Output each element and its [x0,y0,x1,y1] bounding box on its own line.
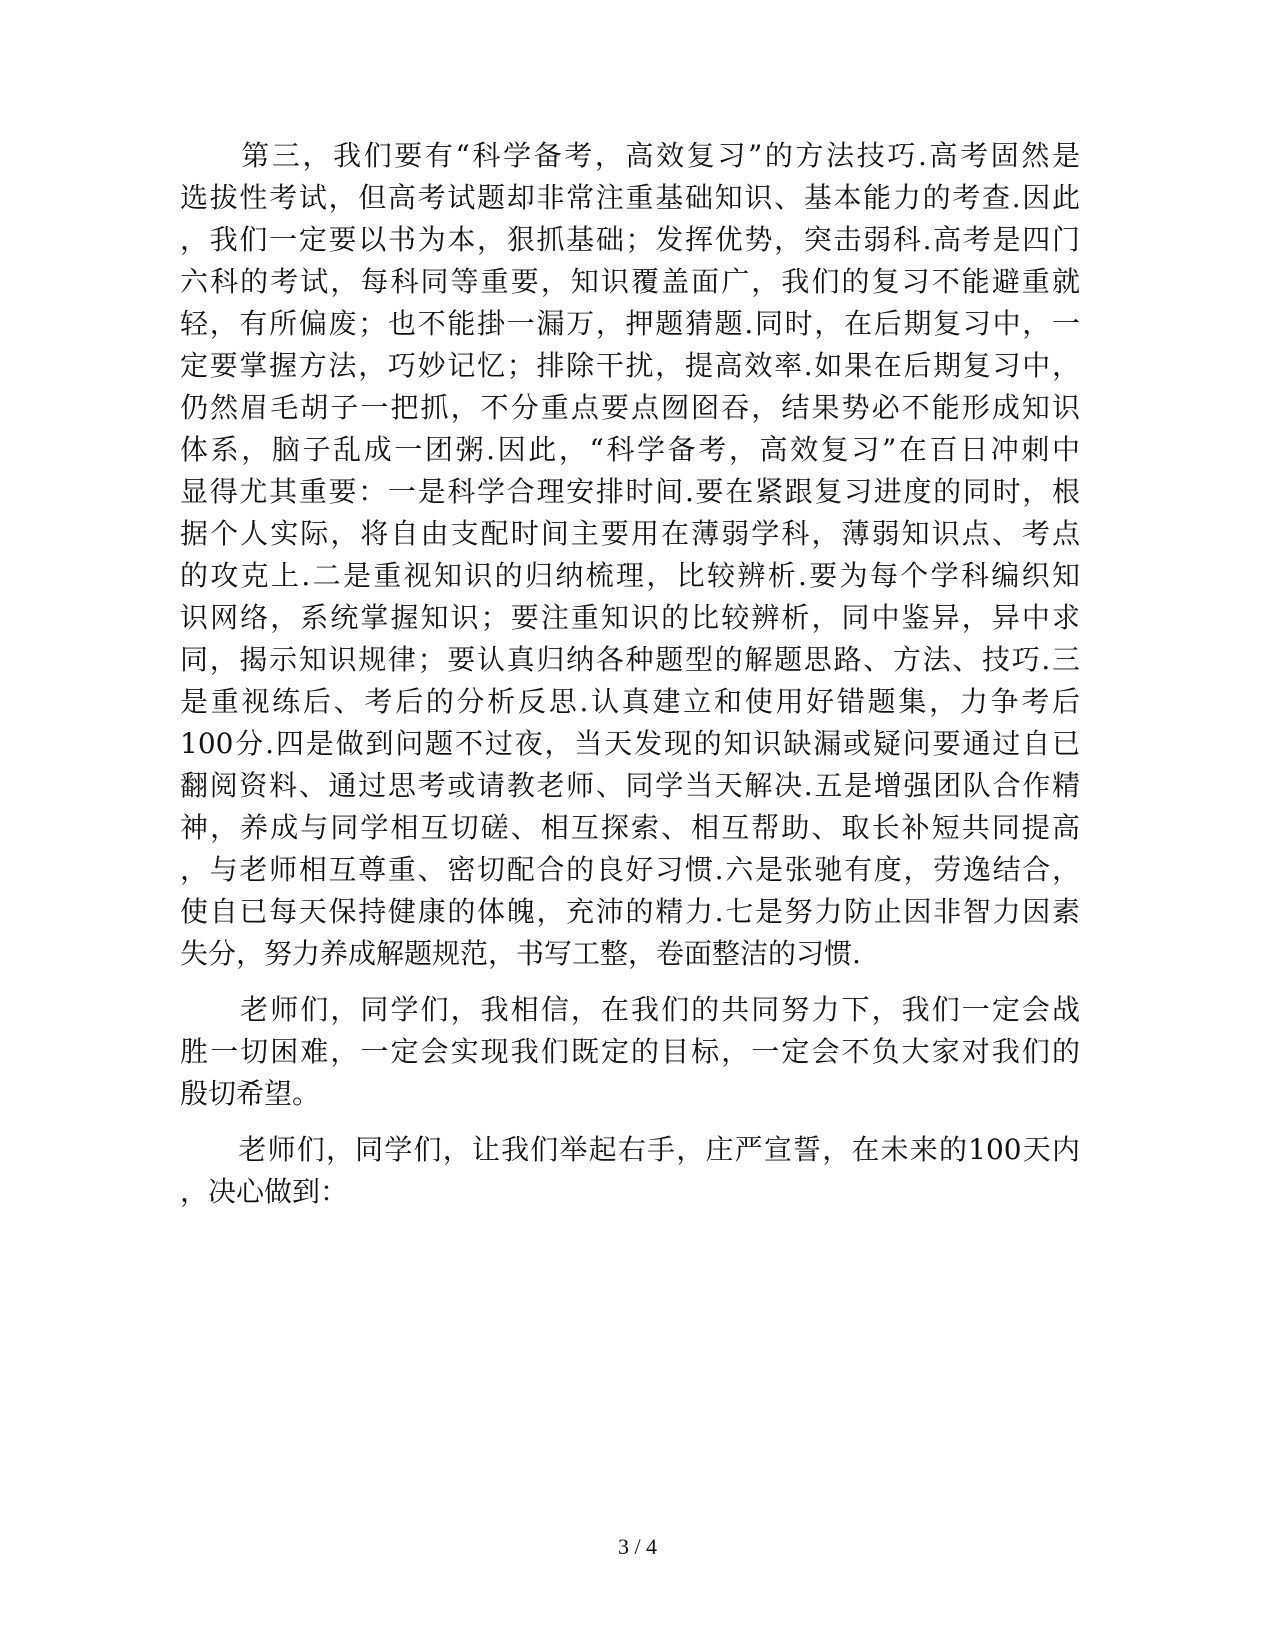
page-number: 3 / 4 [617,1534,658,1559]
text-line: 定要掌握方法，巧妙记忆；排除干扰，提高效率.如果在后期复习中， [180,349,1080,382]
text-line: 轻，有所偏废；也不能掛一漏万，押题猜题.同时，在后期复习中，一 [180,307,1080,340]
text-line: 殷切希望。 [180,1077,321,1110]
text-line: 翻阅资料、通过思考或请教老师、同学当天解决.五是增强团队合作精 [180,769,1080,802]
text-line: ，决心做到： [180,1175,349,1208]
text-line: 失分，努力养成解题规范，书写工整，卷面整洁的习惯. [180,937,861,970]
text-line: 选拔性考试，但高考试题却非常注重基础知识、基本能力的考查.因此 [180,181,1080,214]
text-line: 六科的考试，每科同等重要，知识覆盖面广，我们的复习不能避重就 [180,265,1080,298]
text-line: 100分.四是做到问题不过夜，当天发现的知识缺漏或疑问要通过自已 [180,727,1080,760]
text-line: ，与老师相互尊重、密切配合的良好习惯.六是张驰有度，劳逸结合， [180,853,1080,886]
text-line: 识网络，系统掌握知识；要注重知识的比较辨析，同中鉴异，异中求 [180,601,1080,634]
text-line: 的攻克上.二是重视知识的归纳梳理，比较辨析.要为每个学科编织知 [180,559,1080,592]
text-line: 显得尤其重要：一是科学合理安排时间.要在紧跟复习进度的同时，根 [180,475,1080,508]
text-line: 体系，脑子乱成一团粥.因此，“科学备考，高效复习”在百日冲刺中 [180,433,1080,466]
text-line: 神，养成与同学相互切磋、相互探索、相互帮助、取长补短共同提高 [180,811,1080,844]
text-line: 老师们，同学们，我相信，在我们的共同努力下，我们一定会战 [180,993,1080,1026]
text-line: ，我们一定要以书为本，狠抓基础；发挥优势，突击弱科.高考是四门 [180,223,1080,256]
text-line: 据个人实际，将自由支配时间主要用在薄弱学科，薄弱知识点、考点 [180,517,1080,550]
text-line: 仍然眉毛胡子一把抓，不分重点要点囫囵吞，结果势必不能形成知识 [180,391,1080,424]
text-line: 第三，我们要有“科学备考，高效复习”的方法技巧.高考固然是 [180,139,1080,172]
text-line: 同，揭示知识规律；要认真归纳各种题型的解题思路、方法、技巧.三 [180,643,1080,676]
text-line: 使自已每天保持健康的体魄，充沛的精力.七是努力防止因非智力因素 [180,895,1080,928]
text-line: 是重视练后、考后的分析反思.认真建立和使用好错题集，力争考后 [180,685,1080,718]
text-line: 胜一切困难，一定会实现我们既定的目标，一定会不负大家对我们的 [180,1035,1080,1068]
text-line: 老师们，同学们，让我们举起右手，庄严宣誓，在未来的100天内 [180,1133,1080,1166]
